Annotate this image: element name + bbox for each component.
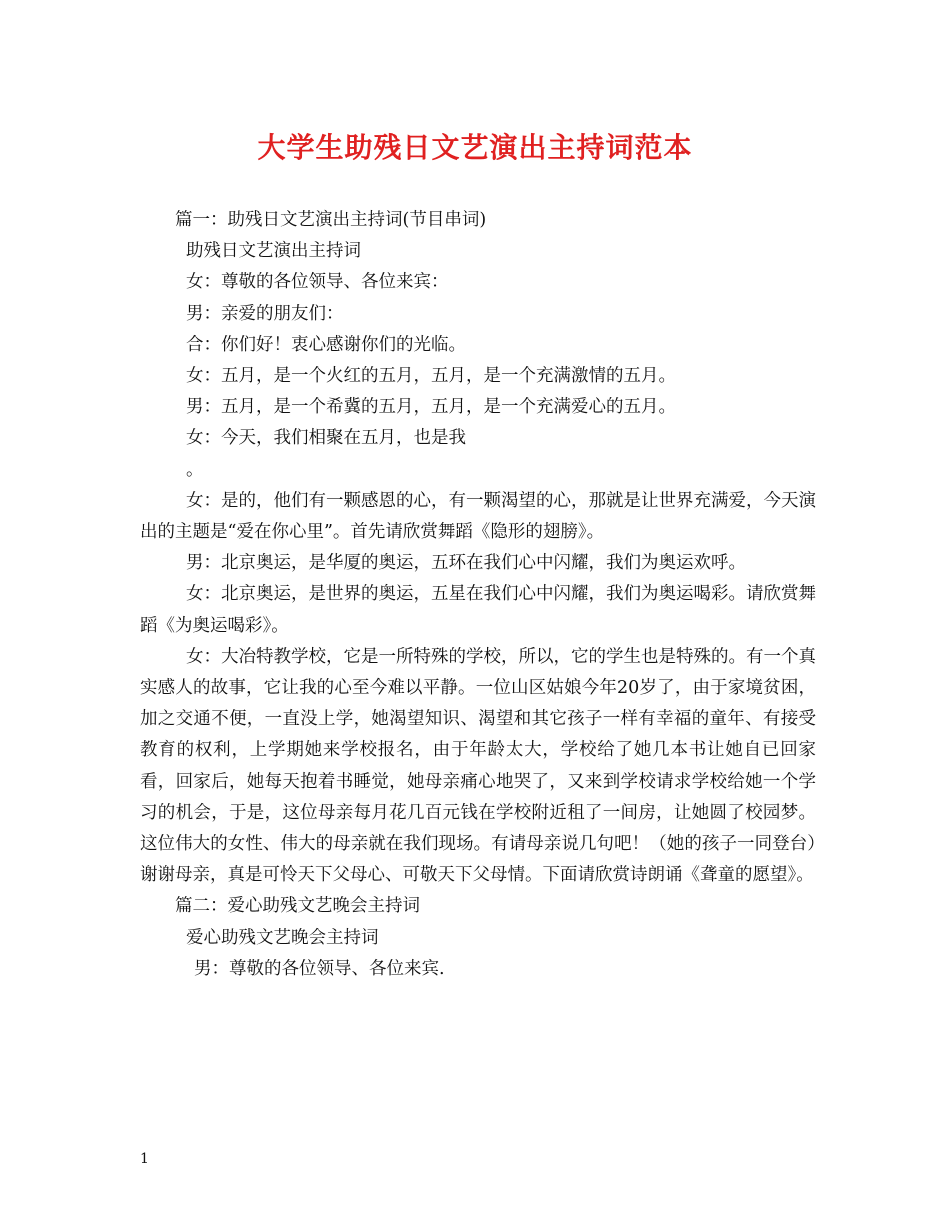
paragraph: 男：尊敬的各位领导、各位来宾. xyxy=(194,958,445,979)
paragraph: 男：北京奥运，是华厦的奥运，五环在我们心中闪耀，我们为奥运欢呼。 xyxy=(186,553,746,574)
paragraph: 女：尊敬的各位领导、各位来宾： xyxy=(186,272,449,293)
paragraph: 合：你们好！衷心感谢你们的光临。 xyxy=(186,334,466,355)
subheading-2: 爱心助残文艺晚会主持词 xyxy=(186,927,379,948)
paragraph: 女：大冶特教学校，它是一所特殊的学校，所以，它的学生也是特殊的。有一个真实感人的故事，它让我的心至今难以平静。一位山区姑娘今年20岁了，由于家境贫困，加之交通不便，一直没上学，她渴望知识、渴望和其它孩子一样有幸福的童年、有接受教育的权利，上学期她来学校报名，由于年龄太大，学校给了她几本书让她自已回家看，回家后，她每天抱着书睡觉，她母亲痛心地哭了，又来到学校请求学校给她一个学习的机会，于是，这位母亲每月花几百元钱在学校附近租了一间房，让她圆了校园梦。这位伟大的女性、伟大的母亲就在我们现场。有请母亲说几句吧！（她的孩子一同登台）谢谢母亲，真是可怜天下父母心、可敬天下父母情。下面请欣赏诗朗诵《聋童的愿望》。 xyxy=(140,646,816,886)
section-heading-2: 篇二：爱心助残文艺晚会主持词 xyxy=(175,896,420,917)
subheading-1: 助残日文艺演出主持词 xyxy=(186,241,361,262)
document-title: 大学生助残日文艺演出主持词范本 xyxy=(257,131,693,164)
paragraph: 男：五月，是一个希冀的五月，五月，是一个充满爱心的五月。 xyxy=(186,397,676,418)
section-heading-1: 篇一：助残日文艺演出主持词(节目串词) xyxy=(175,210,487,230)
paragraph: 女：今天，我们相聚在五月，也是我 xyxy=(186,428,466,449)
paragraph: 男：亲爱的朋友们： xyxy=(186,303,344,324)
paragraph: 女：五月，是一个火红的五月，五月，是一个充满激情的五月。 xyxy=(186,366,676,387)
paragraph: 女：北京奥运，是世界的奥运，五星在我们心中闪耀，我们为奥运喝彩。请欣赏舞蹈《为奥运喝彩》。 xyxy=(140,584,816,636)
paragraph: 女：是的，他们有一颗感恩的心，有一颗渴望的心，那就是让世界充满爱，今天演出的主题是“爱在你心里”。首先请欣赏舞蹈《隐形的翅膀》。 xyxy=(140,490,816,543)
document-body xyxy=(140,205,816,985)
paragraph: 。 xyxy=(186,459,204,480)
page-number: 1 xyxy=(140,1151,149,1167)
